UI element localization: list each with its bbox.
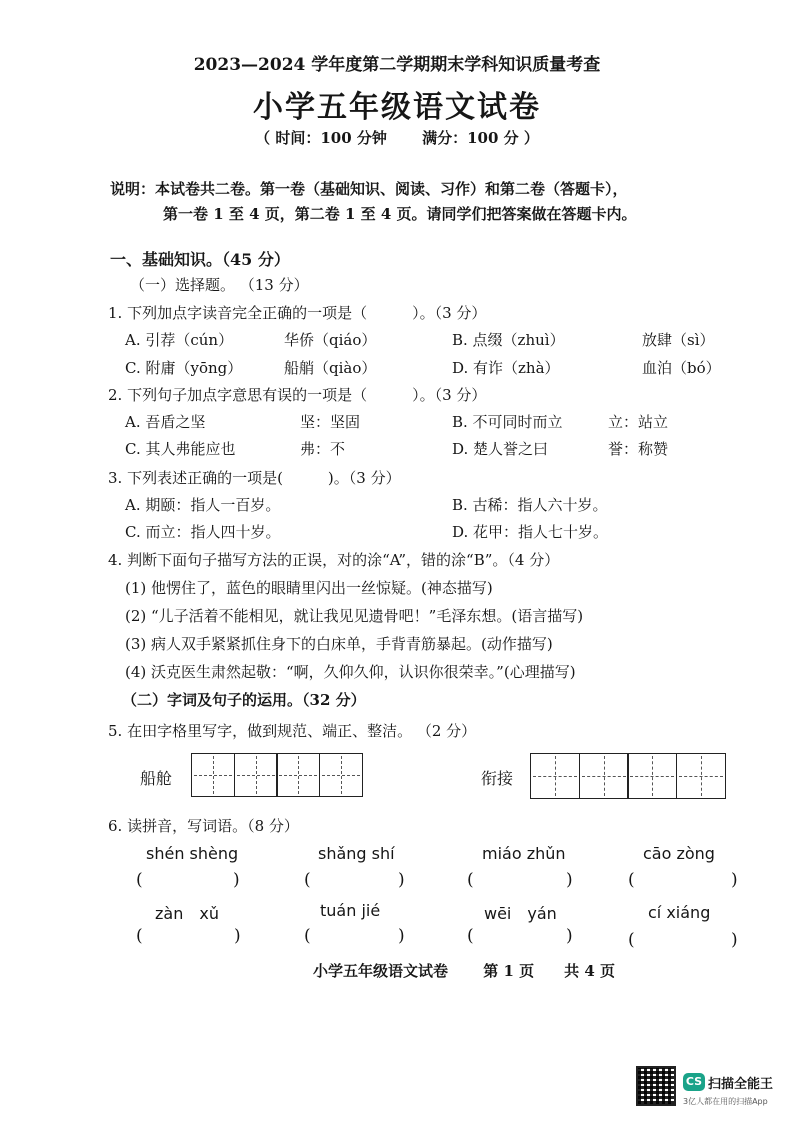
pinyin-2: shǎng shí [318,844,395,863]
q1-option-a1: A. 引荐（cún） [125,331,234,349]
grid-cell[interactable] [276,753,320,797]
answer-blank-close: ) [731,930,738,950]
answer-blank-open: ( [304,870,311,890]
grid-cell[interactable] [627,753,677,799]
q3-option-b: B. 古稀：指人六十岁。 [452,496,608,514]
q3-option-a: A. 期颐：指人一百岁。 [125,496,281,514]
scanner-brand: 扫描全能王 [708,1077,774,1092]
scanner-logo-icon: CS [683,1073,705,1091]
grid-cell[interactable] [234,753,278,797]
q3-stem: 3. 下列表述正确的一项是( )。（3 分） [108,469,401,487]
q5-writing-grid-1[interactable] [191,753,363,797]
q2-option-c1: C. 其人弗能应也 [125,440,236,458]
note-line-1: 说明：本试卷共二卷。第一卷（基础知识、阅读、习作）和第二卷（答题卡）， [110,180,628,198]
q2-option-a2: 坚：坚固 [300,413,361,431]
q2-option-c2: 弗：不 [300,440,346,458]
q5-writing-grid-2[interactable] [530,753,726,799]
answer-blank-close: ) [566,926,573,946]
q2-option-a1: A. 吾盾之坚 [125,413,206,431]
q2-stem: 2. 下列句子加点字意思有误的一项是（ ）。（3 分） [108,386,487,404]
section-heading: 一、基础知识。（45 分） [110,250,290,269]
grid-cell[interactable] [319,753,363,797]
q2-option-b2: 立：站立 [608,413,669,431]
grid-cell[interactable] [530,753,580,799]
subsection-usage: （二）字词及句子的运用。（32 分） [122,691,366,709]
answer-blank-open: ( [467,870,474,890]
pinyin-1: shén shèng [146,844,239,863]
answer-blank-close: ) [566,870,573,890]
exam-title: 小学五年级语文试卷 [253,90,541,125]
grid-cell[interactable] [676,753,726,799]
q4-sentence-4: (4) 沃克医生肃然起敬：“啊，久仰久仰，认识你很荣幸。”(心理描写) [125,663,576,681]
q2-option-d1: D. 楚人誉之曰 [452,440,549,458]
q1-option-a2: 华侨（qiáo） [284,331,377,349]
grid-cell[interactable] [191,753,235,797]
answer-blank-close: ) [731,870,738,890]
q2-option-b1: B. 不可同时而立 [452,413,563,431]
answer-blank-close: ) [233,870,240,890]
q3-option-d: D. 花甲：指人七十岁。 [452,523,609,541]
answer-blank-open: ( [136,870,143,890]
answer-blank-close: ) [398,870,405,890]
q5-word-1: 船舱 [140,769,173,788]
q1-option-b1: B. 点缀（zhuì） [452,331,565,349]
answer-blank-open: ( [467,926,474,946]
exam-subtitle: 2023—2024 学年度第二学期期末学科知识质量考查 [193,55,601,75]
pinyin-5: zàn xǔ [155,904,219,923]
pinyin-3: miáo zhǔn [482,844,566,863]
page-footer: 小学五年级语文试卷 第 1 页 共 4 页 [313,962,615,980]
answer-blank-open: ( [628,870,635,890]
q2-option-d2: 誉：称赞 [608,440,669,458]
q4-stem: 4. 判断下面句子描写方法的正误，对的涂“A”，错的涂“B”。（4 分） [108,551,560,569]
q5-stem: 5. 在田字格里写字，做到规范、端正、整洁。 （2 分） [108,722,477,740]
q1-stem: 1. 下列加点字读音完全正确的一项是（ ）。（3 分） [108,304,487,322]
q4-sentence-3: (3) 病人双手紧紧抓住身下的白床单，手背青筋暴起。(动作描写) [125,635,553,653]
answer-blank-open: ( [304,926,311,946]
q3-option-c: C. 而立：指人四十岁。 [125,523,281,541]
grid-cell[interactable] [579,753,629,799]
q6-stem: 6. 读拼音，写词语。（8 分） [108,817,299,835]
q4-sentence-1: (1) 他愣住了，蓝色的眼睛里闪出一丝惊疑。(神态描写) [125,579,493,597]
answer-blank-close: ) [398,926,405,946]
note-line-2: 第一卷 1 至 4 页，第二卷 1 至 4 页。请同学们把答案做在答题卡内。 [163,205,637,223]
qr-code-icon [636,1066,676,1106]
pinyin-6: tuán jié [320,901,381,920]
answer-blank-close: ) [234,926,241,946]
q1-option-d2: 血泊（bó） [642,359,721,377]
pinyin-8: cí xiáng [648,903,711,922]
q4-sentence-2: (2) “儿子活着不能相见，就让我见见遗骨吧！”毛泽东想。(语言描写) [125,607,584,625]
q5-word-2: 衔接 [481,769,514,788]
answer-blank-open: ( [136,926,143,946]
exam-meta: （ 时间：100 分钟 满分：100 分 ） [255,129,539,147]
answer-blank-open: ( [628,930,635,950]
pinyin-4: cāo zòng [643,844,715,863]
q1-option-c2: 船艄（qiào） [284,359,377,377]
subsection-choice: （一）选择题。 （13 分） [130,276,309,294]
pinyin-7: wēi yán [484,904,557,923]
q1-option-d1: D. 有诈（zhà） [452,359,560,377]
scanner-tagline: 3亿人都在用的扫描App [683,1097,768,1106]
q1-option-b2: 放肆（sì） [642,331,715,349]
q1-option-c1: C. 附庸（yōng） [125,359,243,377]
